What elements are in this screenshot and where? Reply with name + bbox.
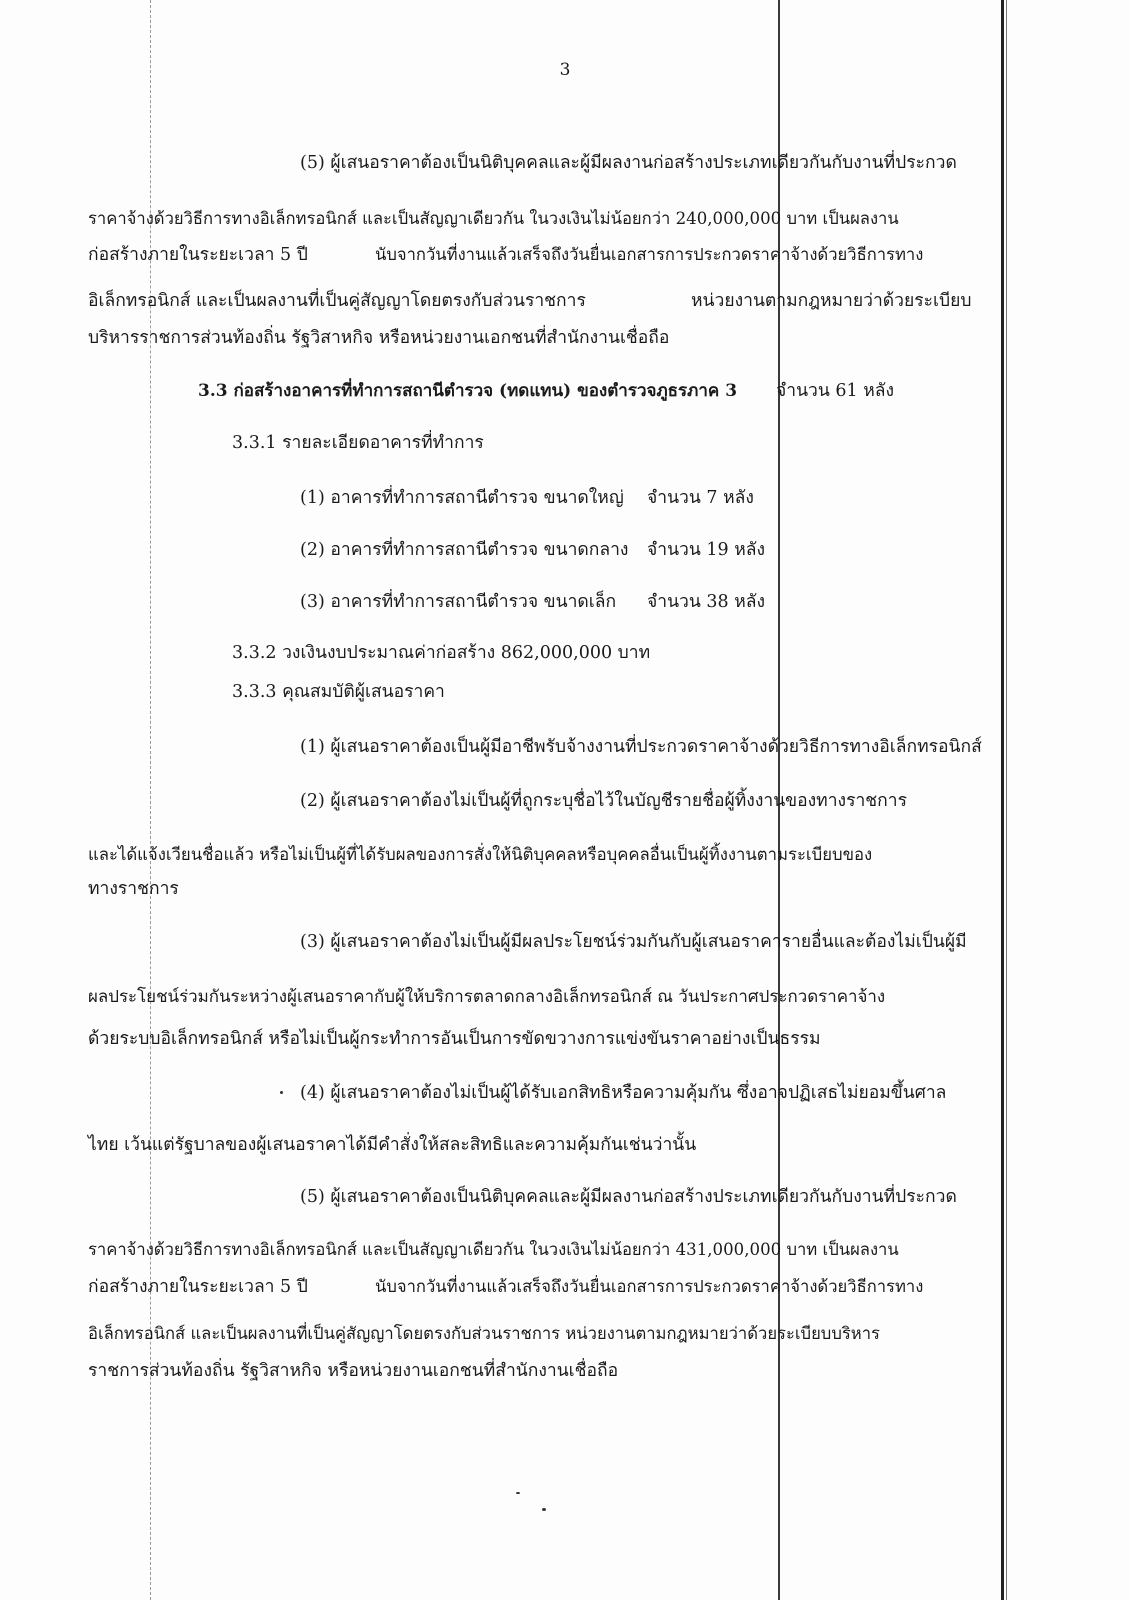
subsection-heading: 3.3.1 รายละเอียดอาคารที่ทำการ [232,433,484,453]
scan-edge-line-thin [1006,0,1007,1600]
scan-edge-line [1001,0,1004,1600]
text-line: หน่วยงานตามกฎหมายว่าด้วยระเบียบ [691,291,972,311]
page-number: 3 [559,60,571,80]
text-line: ราคาจ้างด้วยวิธีการทางอิเล็กทรอนิกส์ และเป็นสัญญาเดียวกัน ในวงเงินไม่น้อยกว่า 240,000,000 บาท เป็นผลงาน [88,209,899,228]
section-heading: 3.3 ก่อสร้างอาคารที่ทำการสถานีตำรวจ (ทดแทน) ของตำรวจภูธรภาค 3 [198,381,738,401]
text-line: บริหารราชการส่วนท้องถิ่น รัฐวิสาหกิจ หรือหน่วยงานเอกชนที่สำนักงานเชื่อถือ [88,328,670,348]
scan-speck [516,1492,520,1494]
list-item: (3) อาคารที่ทำการสถานีตำรวจ ขนาดเล็ก [300,592,617,612]
text-line: อิเล็กทรอนิกส์ และเป็นผลงานที่เป็นคู่สัญญาโดยตรงกับส่วนราชการ [88,291,586,311]
text-line: (4) ผู้เสนอราคาต้องไม่เป็นผู้ได้รับเอกสิทธิหรือความคุ้มกัน ซึ่งอาจปฏิเสธไม่ยอมขึ้นศาล [300,1083,947,1103]
text-line: ไทย เว้นแต่รัฐบาลของผู้เสนอราคาได้มีคำสั่งให้สละสิทธิและความคุ้มกันเช่นว่านั้น [88,1135,697,1155]
text-line: ราคาจ้างด้วยวิธีการทางอิเล็กทรอนิกส์ และเป็นสัญญาเดียวกัน ในวงเงินไม่น้อยกว่า 431,000,000 บาท เป็นผลงาน [88,1240,899,1259]
text-line: (3) ผู้เสนอราคาต้องไม่เป็นผู้มีผลประโยชน์ร่วมกันกับผู้เสนอราคารายอื่นและต้องไม่เป็นผู้มี [300,932,967,952]
text-line: ก่อสร้างภายในระยะเวลา 5 ปี [88,245,308,265]
text-line: ด้วยระบบอิเล็กทรอนิกส์ หรือไม่เป็นผู้กระทำการอันเป็นการขัดขวางการแข่งขันราคาอย่างเป็นธรรม [88,1029,821,1049]
text-line: อิเล็กทรอนิกส์ และเป็นผลงานที่เป็นคู่สัญญาโดยตรงกับส่วนราชการ หน่วยงานตามกฎหมายว่าด้วยระเบียบบริหาร [88,1324,880,1343]
text-line: ราชการส่วนท้องถิ่น รัฐวิสาหกิจ หรือหน่วยงานเอกชนที่สำนักงานเชื่อถือ [88,1361,619,1381]
subsection-heading: 3.3.2 วงเงินงบประมาณค่าก่อสร้าง 862,000,000 บาท [232,643,651,663]
scan-speck [280,1091,283,1094]
text-line: ผลประโยชน์ร่วมกันระหว่างผู้เสนอราคากับผู้ให้บริการตลาดกลางอิเล็กทรอนิกส์ ณ วันประกาศประกวดราคาจ้าง [88,986,886,1006]
subsection-heading: 3.3.3 คุณสมบัติผู้เสนอราคา [232,682,445,702]
text-line: จำนวน 61 หลัง [776,381,895,401]
text-line: (5) ผู้เสนอราคาต้องเป็นนิติบุคคลและผู้มีผลงานก่อสร้างประเภทเดียวกันกับงานที่ประกวด [300,1187,957,1207]
text-line: (2) ผู้เสนอราคาต้องไม่เป็นผู้ที่ถูกระบุชื่อไว้ในบัญชีรายชื่อผู้ทิ้งงานของทางราชการ [300,791,908,811]
list-item: (2) อาคารที่ทำการสถานีตำรวจ ขนาดกลาง [300,540,629,560]
list-item-count: จำนวน 7 หลัง [647,488,754,508]
text-line: ทางราชการ [88,879,179,899]
text-line: (1) ผู้เสนอราคาต้องเป็นผู้มีอาชีพรับจ้างงานที่ประกวดราคาจ้างด้วยวิธีการทางอิเล็กทรอนิกส์ [300,737,982,757]
text-line: นับจากวันที่งานแล้วเสร็จถึงวันยื่นเอกสารการประกวดราคาจ้างด้วยวิธีการทาง [375,1277,924,1296]
list-item-count: จำนวน 38 หลัง [647,592,766,612]
text-line: ก่อสร้างภายในระยะเวลา 5 ปี [88,1277,308,1297]
text-line: และได้แจ้งเวียนชื่อแล้ว หรือไม่เป็นผู้ที่ได้รับผลของการสั่งให้นิติบุคคลหรือบุคคลอื่นเป็นผู้ทิ้งงานตามระเบียบของ [88,844,873,864]
text-line: นับจากวันที่งานแล้วเสร็จถึงวันยื่นเอกสารการประกวดราคาจ้างด้วยวิธีการทาง [375,245,924,264]
list-item-count: จำนวน 19 หลัง [647,540,766,560]
list-item: (1) อาคารที่ทำการสถานีตำรวจ ขนาดใหญ่ [300,488,624,508]
text-line: (5) ผู้เสนอราคาต้องเป็นนิติบุคคลและผู้มีผลงานก่อสร้างประเภทเดียวกันกับงานที่ประกวด [300,153,957,173]
scan-speck [542,1508,546,1511]
